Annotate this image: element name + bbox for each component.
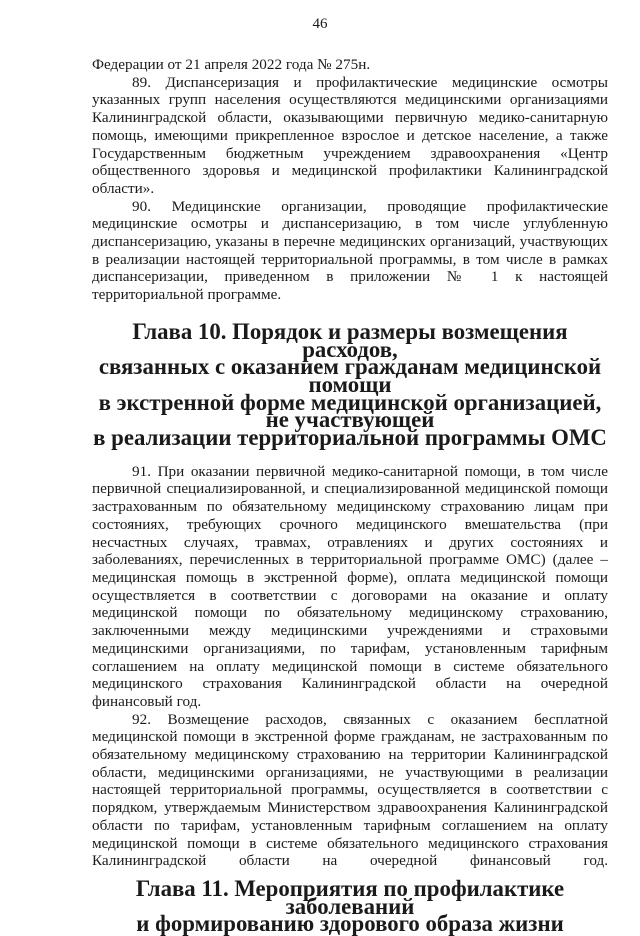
paragraph-90: 90. Медицинские организации, проводящие профилактические медицинские осмотры и диспансеризацию, в том числе углубленную диспансеризацию, указаны в перечне медицинских организаций, участвующих в реализации настоящей территориальной программы, в том числе в рамках диспансеризации, приведенном в приложении № 1 к настоящей территориальной программе. [92,197,608,304]
chapter-10-heading-line: в экстренной форме медицинской организацией, не участвующей [98,389,602,433]
chapter-10-heading-line: в реализации территориальной программы ОМС [93,425,607,451]
chapter-10-heading [92,318,608,451]
paragraph-92: 92. Возмещение расходов, связанных с оказанием бесплатной медицинской помощи в экстренной форме гражданам, не застрахованным по обязательному медицинскому страхованию на территории Калининградской области, медицинскими организациями, не участвующими в реализации настоящей территориальной программы, осуществляется в соответствии с порядком, утверждаемым Министерством здравоохранения Калининградской области по тарифам, установленным тарифным соглашением на оплату медицинской помощи в системе обязательного медицинского страхования Калининградской области на очередной финансовый год. [92,710,608,870]
paragraph-89: 89. Диспансеризация и профилактические медицинские осмотры указанных групп населения осуществляются медицинскими организациями Калининградской области, оказывающими первичную медико-санитарную помощь, имеющими прикрепленное взрослое и детское население, а также Государственным бюджетным учреждением здравоохранения «Центр общественного здоровья и медицинской профилактики Калининградской области». [92,73,608,197]
paragraph-continuation: Федерации от 21 апреля 2022 года № 275н. [92,56,371,73]
chapter-11-heading [92,875,608,936]
chapter-10-heading-line: связанных с оказанием гражданам медицинской помощи [98,354,602,397]
chapter-11-heading-line: Глава 11. Мероприятия по профилактике заболеваний [135,875,565,919]
paragraph-91: 91. При оказании первичной медико-санитарной помощи, в том числе первичной специализированной, и специализированной медицинской помощи застрахованным по обязательному медицинскому страхованию лицам при состояниях, требующих срочного медицинского вмешательства (при несчастных случаях, травмах, отравлениях и других состояниях и заболеваниях, перечисленных в территориальной программе ОМС) (далее – медицинская помощь в экстренной форме), оплата медицинской помощи осуществляется в соответствии с договорами на оказание и оплату медицинской помощи по обязательному медицинскому страхованию, заключенными между медицинскими учреждениями и страховыми медицинскими организациями, по тарифам, установленным тарифным соглашением на оплату медицинской помощи в системе обязательного медицинского страхования Калининградской области на очередной финансовый год. [92,462,608,710]
chapter-10-heading-line: Глава 10. Порядок и размеры возмещения расходов, [132,318,568,362]
document-body [92,56,608,936]
page-number: 46 [312,16,328,32]
chapter-11-heading-line: и формированию здорового образа жизни [136,911,564,936]
